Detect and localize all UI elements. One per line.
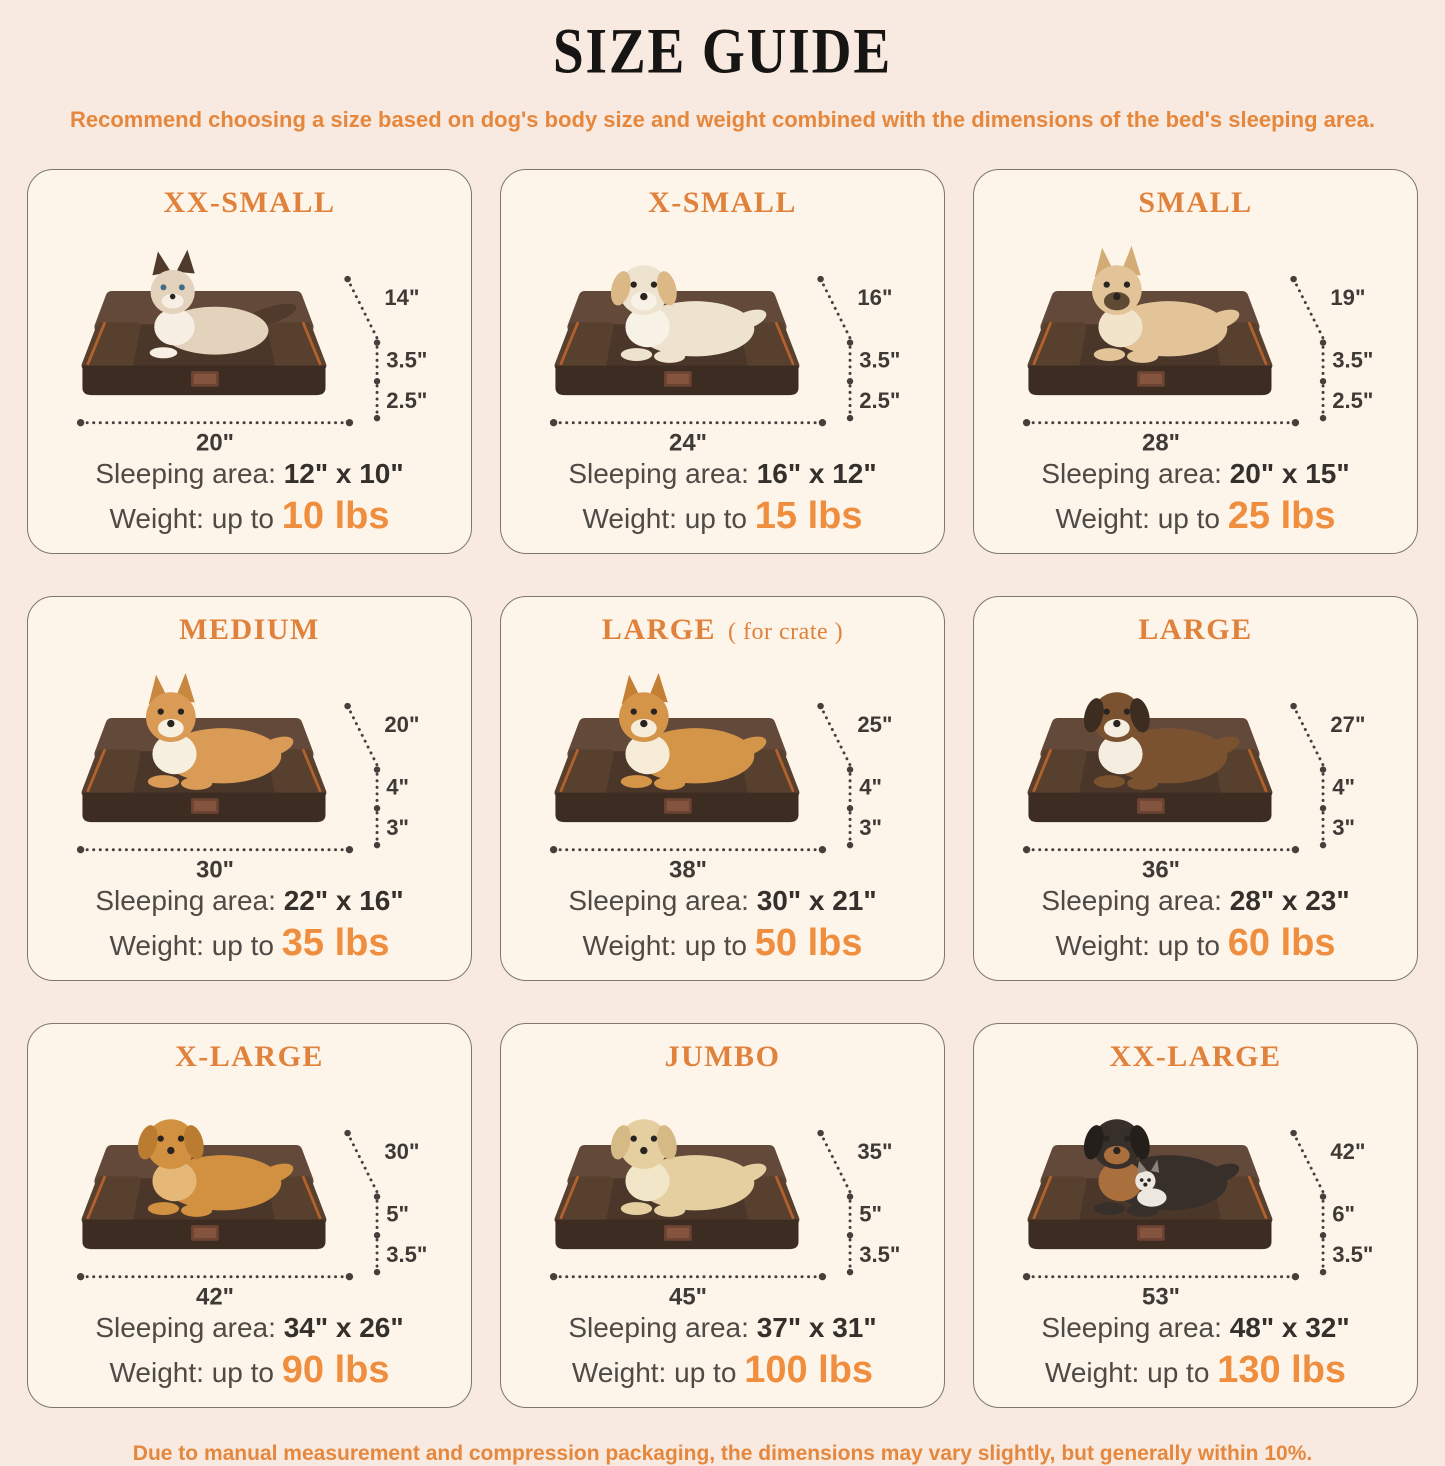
dimension-base-height-label: 2.5" [1331, 387, 1373, 413]
sleeping-area-value: 12" x 10" [283, 458, 404, 489]
dimension-bolster-height-label: 6" [1331, 1201, 1355, 1227]
card-title [38, 1040, 461, 1076]
dimension-diagonal-label: 14" [383, 284, 419, 310]
weight-label: Weight: up to [109, 1357, 274, 1388]
weight-line [511, 1348, 934, 1395]
bed-figure [987, 1076, 1405, 1308]
diagonal-dotted-line [347, 279, 376, 338]
weight-value: 25 lbs [1227, 495, 1336, 537]
sleeping-area-line [38, 883, 461, 919]
sleeping-area-line [984, 456, 1407, 492]
dimension-base-height-label: 3" [858, 814, 882, 840]
card-title-text: JUMBO [664, 1040, 781, 1073]
sleeping-area-line [511, 456, 934, 492]
size-card-x-large [27, 1023, 472, 1408]
dimension-width-label: 24" [668, 429, 707, 454]
dimension-base-height-label: 3.5" [1331, 1241, 1373, 1267]
diagonal-dotted-line [347, 1133, 376, 1192]
sleeping-area-line [984, 1310, 1407, 1346]
sleeping-area-label: Sleeping area: [1041, 458, 1222, 489]
bed-figure [514, 222, 932, 454]
weight-line [984, 1348, 1407, 1395]
dimension-width-label: 53" [1141, 1283, 1180, 1308]
dimension-bolster-height-label: 4" [385, 774, 409, 800]
dimension-width-label: 20" [195, 429, 234, 454]
sleeping-area-value: 16" x 12" [756, 458, 877, 489]
weight-label: Weight: up to [109, 503, 274, 534]
weight-line [984, 494, 1407, 541]
weight-line [38, 921, 461, 968]
sleeping-area-label: Sleeping area: [568, 458, 749, 489]
weight-line [38, 494, 461, 541]
card-title [984, 1040, 1407, 1076]
dimension-width-label: 28" [1141, 429, 1180, 454]
dimension-width-label: 36" [1141, 856, 1180, 881]
weight-value: 90 lbs [281, 1349, 390, 1391]
size-card-jumbo [500, 1023, 945, 1408]
dimension-bolster-height-label: 4" [858, 774, 882, 800]
dimension-diagonal-label: 19" [1329, 284, 1365, 310]
sleeping-area-label: Sleeping area: [95, 458, 276, 489]
card-title [984, 613, 1407, 649]
diagonal-dotted-line [347, 706, 376, 765]
sleeping-area-value: 48" x 32" [1229, 1312, 1350, 1343]
sleeping-area-value: 34" x 26" [283, 1312, 404, 1343]
weight-label: Weight: up to [1044, 1357, 1210, 1388]
card-title-suffix: ( for crate ) [728, 619, 844, 645]
dimension-diagonal-label: 25" [856, 711, 892, 737]
weight-value: 50 lbs [754, 922, 863, 964]
weight-label: Weight: up to [571, 1357, 737, 1388]
weight-line [511, 494, 934, 541]
card-title-text: LARGE [1138, 613, 1253, 646]
dimension-base-height-label: 3.5" [385, 1241, 427, 1267]
weight-value: 15 lbs [754, 495, 863, 537]
weight-value: 130 lbs [1217, 1349, 1347, 1391]
dimension-bolster-height-label: 3.5" [858, 347, 900, 373]
bed-figure [987, 649, 1405, 881]
sleeping-area-line [511, 883, 934, 919]
dimension-base-height-label: 3" [1331, 814, 1355, 840]
dimension-diagonal-label: 27" [1329, 711, 1365, 737]
weight-value: 35 lbs [281, 922, 390, 964]
page-subtitle: Recommend choosing a size based on dog's body size and weight combined with the dimensions of the bed's sleeping area. [69, 107, 1375, 132]
diagonal-dotted-line [1293, 706, 1322, 765]
size-card-x-small [500, 169, 945, 554]
sleeping-area-value: 22" x 16" [283, 885, 404, 916]
bed-figure [514, 1076, 932, 1308]
weight-label: Weight: up to [1055, 930, 1220, 961]
dimension-diagonal-label: 20" [383, 711, 419, 737]
dimension-base-height-label: 3" [385, 814, 409, 840]
dimension-width-label: 42" [195, 1283, 234, 1308]
dimension-bolster-height-label: 5" [385, 1201, 409, 1227]
bed-figure [514, 649, 932, 881]
sleeping-area-label: Sleeping area: [95, 1312, 276, 1343]
dimension-diagonal-label: 42" [1329, 1138, 1365, 1164]
page-header [0, 0, 1445, 133]
card-title [511, 613, 934, 649]
size-card-xx-large [973, 1023, 1418, 1408]
sleeping-area-label: Sleeping area: [95, 885, 276, 916]
dimension-width-label: 30" [195, 856, 234, 881]
card-title-text: SMALL [1138, 186, 1253, 219]
weight-value: 100 lbs [744, 1349, 874, 1391]
size-grid [27, 169, 1418, 1408]
diagonal-dotted-line [820, 706, 849, 765]
bed-figure [41, 649, 459, 881]
size-card-medium [27, 596, 472, 981]
diagonal-dotted-line [1293, 279, 1322, 338]
dimension-diagonal-label: 35" [856, 1138, 892, 1164]
bed-figure [41, 1076, 459, 1308]
dimension-width-label: 38" [668, 856, 707, 881]
sleeping-area-value: 28" x 23" [1229, 885, 1350, 916]
sleeping-area-line [511, 1310, 934, 1346]
card-title-text: X-SMALL [648, 186, 797, 219]
sleeping-area-line [38, 456, 461, 492]
size-card-small [973, 169, 1418, 554]
card-title-text: MEDIUM [179, 613, 320, 646]
sleeping-area-value: 20" x 15" [1229, 458, 1350, 489]
card-title-text: XX-LARGE [1109, 1040, 1282, 1073]
dimension-base-height-label: 2.5" [858, 387, 900, 413]
dimension-bolster-height-label: 4" [1331, 774, 1355, 800]
dimension-width-label: 45" [668, 1283, 707, 1308]
card-title [38, 186, 461, 222]
diagonal-dotted-line [1293, 1133, 1322, 1192]
card-title [511, 1040, 934, 1076]
weight-line [511, 921, 934, 968]
card-title-text: LARGE [601, 613, 717, 646]
card-title [511, 186, 934, 222]
dimension-base-height-label: 3.5" [858, 1241, 900, 1267]
sleeping-area-value: 37" x 31" [756, 1312, 877, 1343]
weight-label: Weight: up to [582, 503, 747, 534]
size-card-large [500, 596, 945, 981]
sleeping-area-label: Sleeping area: [568, 885, 749, 916]
page-title: SIZE GUIDE [553, 15, 892, 87]
bed-figure [987, 222, 1405, 454]
footer-note: Due to manual measurement and compression packaging, the dimensions may vary slightly, but generally within 10%. [132, 1442, 1313, 1465]
sleeping-area-line [38, 1310, 461, 1346]
card-title [38, 613, 461, 649]
weight-label: Weight: up to [109, 930, 274, 961]
sleeping-area-line [984, 883, 1407, 919]
sleeping-area-label: Sleeping area: [568, 1312, 749, 1343]
weight-value: 10 lbs [281, 495, 390, 537]
weight-line [38, 1348, 461, 1395]
weight-label: Weight: up to [1055, 503, 1220, 534]
card-title-text: XX-SMALL [163, 186, 336, 219]
dimension-base-height-label: 2.5" [385, 387, 427, 413]
sleeping-area-label: Sleeping area: [1041, 885, 1222, 916]
dimension-diagonal-label: 30" [383, 1138, 419, 1164]
size-card-xx-small [27, 169, 472, 554]
size-card-large [973, 596, 1418, 981]
card-title [984, 186, 1407, 222]
dimension-bolster-height-label: 3.5" [385, 347, 427, 373]
sleeping-area-label: Sleeping area: [1041, 1312, 1222, 1343]
bed-figure [41, 222, 459, 454]
card-title-text: X-LARGE [175, 1040, 324, 1073]
weight-line [984, 921, 1407, 968]
dimension-diagonal-label: 16" [856, 284, 892, 310]
dimension-bolster-height-label: 5" [858, 1201, 882, 1227]
diagonal-dotted-line [820, 1133, 849, 1192]
dimension-bolster-height-label: 3.5" [1331, 347, 1373, 373]
sleeping-area-value: 30" x 21" [756, 885, 877, 916]
weight-value: 60 lbs [1227, 922, 1336, 964]
diagonal-dotted-line [820, 279, 849, 338]
weight-label: Weight: up to [582, 930, 747, 961]
